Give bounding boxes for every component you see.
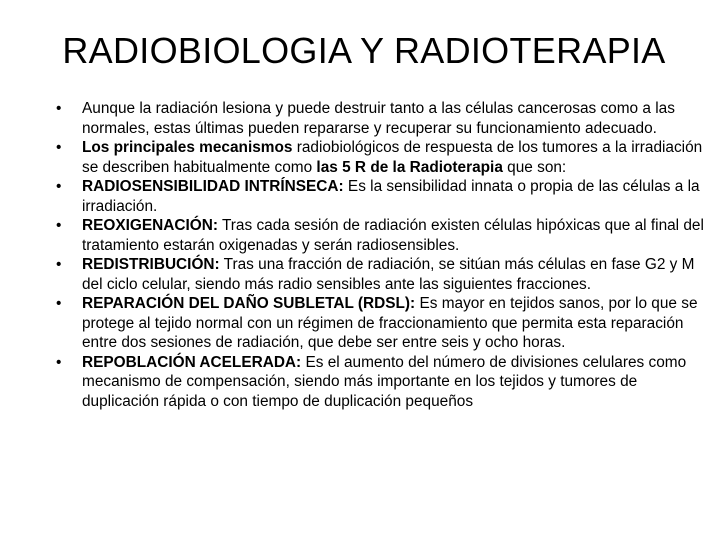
- bullet-item: [56, 216, 706, 255]
- bullet-item: [56, 138, 706, 177]
- slide-title: RADIOBIOLOGIA Y RADIOTERAPIA: [62, 30, 666, 71]
- bullet-lead: Los principales mecanismos: [82, 139, 293, 156]
- bullet-text: Es mayor en tejidos sanos, por lo que se protege al tejido normal con un régimen de fraccionamiento que permita esta reparación entre dos sesiones de radiación, que debe ser entre seis y ocho horas.: [82, 295, 698, 351]
- bullet-lead: REDISTRIBUCIÓN:: [82, 256, 220, 273]
- bullet-lead: RADIOSENSIBILIDAD INTRÍNSECA:: [82, 178, 344, 195]
- bullet-icon: •: [56, 353, 62, 371]
- bullet-text: Tras cada sesión de radiación existen células hipóxicas que al final del tratamiento estarán oxigenadas y serán radiosensibles.: [82, 217, 704, 254]
- bullet-icon: •: [56, 139, 62, 156]
- bullet-lead: REOXIGENACIÓN:: [82, 217, 218, 234]
- bullet-icon: •: [56, 217, 62, 234]
- bullet-text: Es el aumento del número de divisiones celulares como mecanismo de compensación, siendo más importante en los tejidos y tumores de duplicación rápida o con tiempo de duplicación pequeños: [82, 353, 687, 410]
- bullet-text: que son:: [502, 158, 567, 176]
- bullet-item: [56, 353, 706, 412]
- bullet-list: [56, 99, 706, 411]
- bullet-lead: REPARACIÓN DEL DAÑO SUBLETAL (RDSL):: [82, 295, 416, 312]
- bullet-item: [56, 177, 706, 216]
- bullet-text: Tras una fracción de radiación, se sitúan más células en fase G2 y M del ciclo celular, siendo más radio sensibles ante las siguientes fracciones.: [82, 256, 695, 293]
- bullet-text: Aunque la radiación lesiona y puede destruir tanto a las células cancerosas como a las normales, estas últimas pueden repararse y recuperar su funcionamiento adecuado.: [82, 100, 675, 137]
- bullet-emphasis: las 5 R de la Radioterapia: [316, 158, 503, 176]
- bullet-icon: •: [56, 100, 62, 117]
- bullet-icon: •: [56, 256, 62, 273]
- bullet-icon: •: [56, 178, 62, 195]
- bullet-icon: •: [56, 295, 62, 312]
- bullet-item: [56, 255, 706, 294]
- bullet-item: [56, 99, 706, 138]
- bullet-text: Es la sensibilidad innata o propia de las células a la irradiación.: [82, 178, 700, 215]
- bullet-text: radiobiológicos de respuesta de los tumores a la irradiación se describen habitualmente como: [82, 139, 703, 176]
- bullet-item: [56, 294, 706, 353]
- bullet-lead: REPOBLACIÓN ACELERADA:: [82, 353, 302, 371]
